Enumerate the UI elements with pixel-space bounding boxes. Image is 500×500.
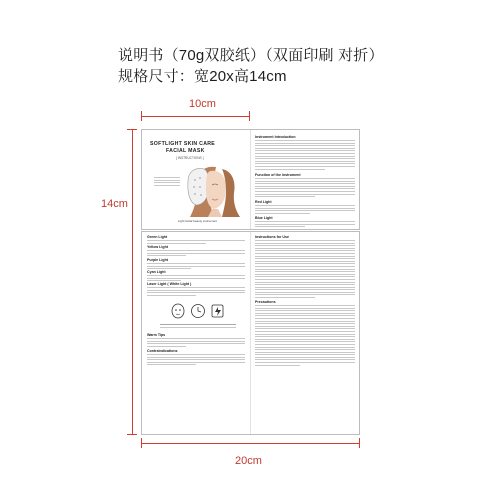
yellow-light-paragraph (147, 250, 245, 258)
dim-height-tick-top (127, 129, 137, 130)
dim-width-half-tick-right (249, 111, 250, 121)
mask-wear-icon (172, 304, 184, 318)
leaflet-back-sheet (141, 231, 360, 435)
spec-title-line1: 说明书（70g双胶纸）（双面印刷 对折） (118, 47, 384, 64)
heading-green-light: Green Light (147, 235, 168, 239)
face-mask-photo (182, 163, 244, 217)
cover-caption: Light facial beauty instrument (178, 219, 218, 223)
leaflet-front-sheet (141, 129, 360, 230)
dim-height-tick-bottom (127, 434, 137, 435)
heading-contraindications: Contraindications (147, 349, 178, 353)
blue-light-paragraph (255, 221, 355, 229)
dim-width-full-tick-left (141, 438, 142, 448)
dim-height-label: 14cm (101, 198, 128, 210)
heading-purple-light: Purple Light (147, 258, 168, 262)
dim-width-full-line (141, 443, 360, 444)
usage-icons-row (168, 302, 228, 322)
function-paragraph (255, 178, 355, 199)
fold-line (250, 130, 251, 229)
cover-instructions-label: [ INSTRUCTIONS ] (176, 156, 204, 160)
dim-width-full-tick-right (359, 438, 360, 448)
clock-icon (192, 305, 205, 318)
heading-laser-light: Laser Light ( White Light ) (147, 282, 192, 286)
heading-blue-light: Blue Light (255, 216, 273, 220)
cover-product: FACIAL MASK (166, 148, 205, 154)
spec-title-line2: 规格尺寸：宽20x高14cm (118, 68, 287, 85)
instructions-for-use-paragraph (255, 240, 355, 300)
dim-width-half-tick-left (141, 111, 142, 121)
contraindications-paragraph (147, 354, 245, 367)
dim-width-half-label: 10cm (189, 98, 216, 110)
warm-tips-paragraph (147, 338, 245, 348)
dim-width-full-label: 20cm (235, 455, 262, 467)
heading-function: Function of the instrument (255, 173, 301, 177)
cover-brand: SOFTLIGHT SKIN CARE (150, 141, 216, 147)
heading-warm-tips: Warm Tips (147, 333, 166, 337)
red-light-paragraph (255, 205, 355, 215)
heading-precautions: Precautions (255, 300, 276, 304)
dim-height-line (132, 129, 133, 435)
fold-line (250, 232, 251, 434)
laser-light-paragraph (147, 287, 245, 297)
cover-intro-text (154, 177, 180, 187)
heading-red-light: Red Light (255, 200, 272, 204)
icon-captions (160, 324, 236, 329)
charge-icon (212, 305, 223, 317)
heading-instrument-introduction: Instrument Introduction (255, 135, 296, 139)
heading-yellow-light: Yellow Light (147, 245, 168, 249)
dim-width-half-line (141, 116, 250, 117)
heading-instructions-for-use: Instructions for Use (255, 235, 289, 239)
intro-paragraph (255, 140, 355, 171)
precautions-paragraph (255, 305, 355, 367)
heading-cyan-light: Cyan Light (147, 270, 166, 274)
